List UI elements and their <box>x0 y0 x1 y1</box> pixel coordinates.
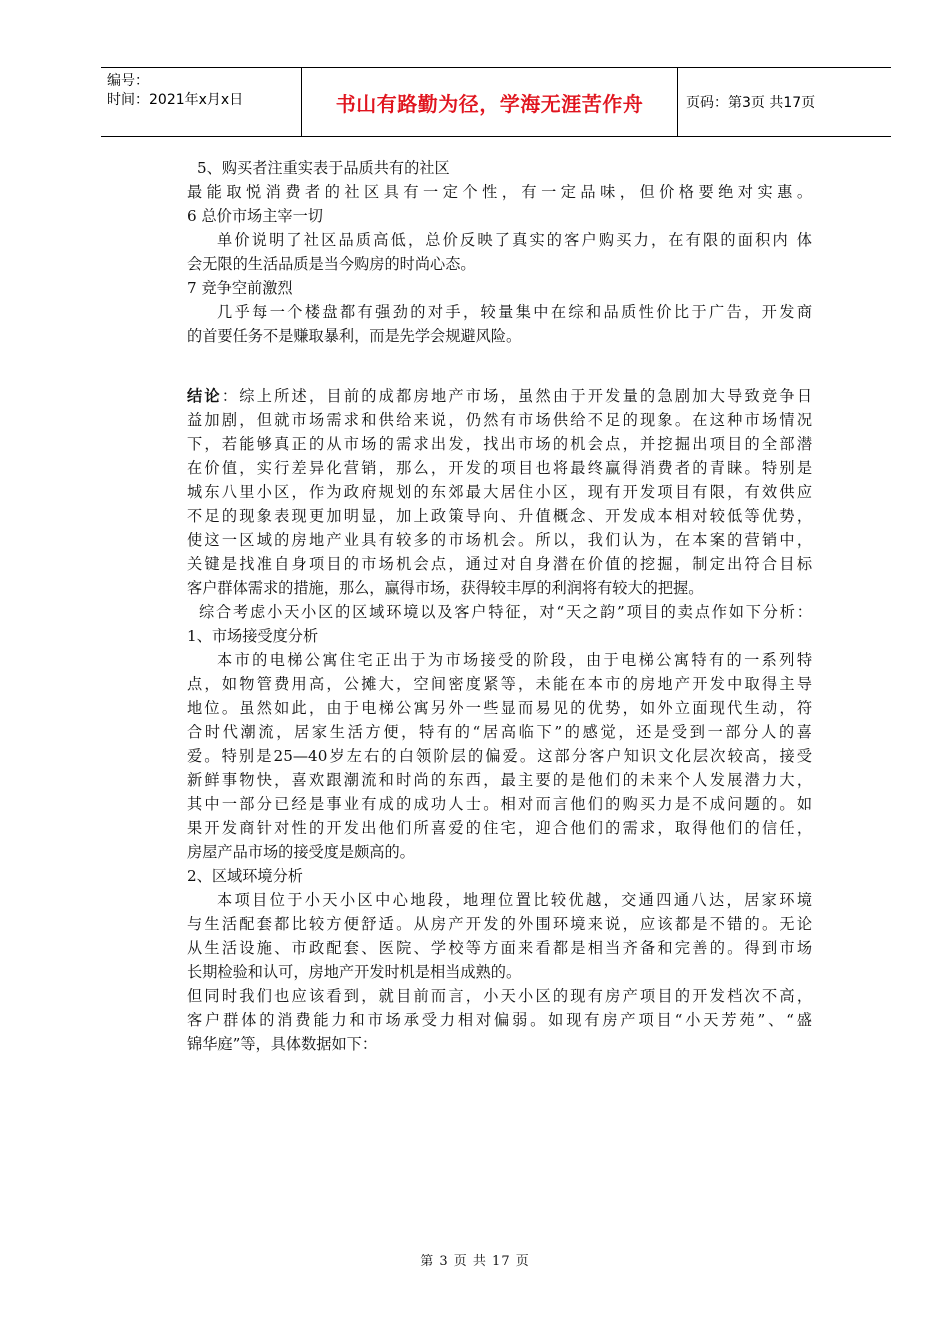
paragraph-line: 下，若能够真正的从市场的需求出发，找出市场的机会点，并挖掘出项目的全部潜 <box>187 435 812 453</box>
paragraph-line: 不足的现象表现更加明显，加上政策导向、升值概念、开发成本相对较低等优势， <box>187 507 812 525</box>
paragraph-line: 益加剧，但就市场需求和供给来说，仍然有市场供给不足的现象。在这种市场情况 <box>187 411 812 429</box>
section-2-title: 2、区域环境分析 <box>187 867 303 885</box>
time-label: 时间：2021年x月x日 <box>107 92 244 108</box>
paragraph-line: 城东八里小区，作为政府规划的东郊最大居住小区，现有开发项目有限，有效供应 <box>187 483 812 501</box>
paragraph-line: 新鲜事物快，喜欢跟潮流和时尚的东西，最主要的是他们的未来个人发展潜力大， <box>187 771 812 789</box>
paragraph-line: 果开发商针对性的开发出他们所喜爱的住宅，迎合他们的需求，取得他们的信任， <box>187 819 812 837</box>
paragraph-line: 锦华庭”等，具体数据如下： <box>187 1035 378 1053</box>
conclusion-label: 结论 <box>187 387 222 405</box>
paragraph-line: 几乎每一个楼盘都有强劲的对手，较量集中在综和品质性价比于广告，开发商 <box>217 303 812 321</box>
item-5-title: 5、购买者注重实表于品质共有的社区 <box>197 159 450 177</box>
paragraph-line: 长期检验和认可，房地产开发时机是相当成熟的。 <box>187 963 522 981</box>
paragraph-line: 最能取悦消费者的社区具有一定个性，有一定品味，但价格要绝对实惠。 <box>187 183 812 201</box>
paragraph-line: 点，如物管费用高，公摊大，空间密度紧等，未能在本市的房地产开发中取得主导 <box>187 675 812 693</box>
header-motto: 书山有路勤为径，学海无涯苦作舟 <box>302 68 678 136</box>
document-header <box>101 67 891 137</box>
header-page-info: 页码：第3页 共17页 <box>686 95 816 111</box>
header-meta <box>101 68 302 136</box>
paragraph-line: 会无限的生活品质是当今购房的时尚心态。 <box>187 255 476 273</box>
paragraph-line: 使这一区域的房地产业具有较多的市场机会。所以，我们认为，在本案的营销中， <box>187 531 812 549</box>
paragraph-line: 综合考虑小天小区的区域环境以及客户特征，对“天之韵”项目的卖点作如下分析： <box>199 603 812 621</box>
conclusion-line <box>187 384 812 408</box>
paragraph-line: 其中一部分已经是事业有成的成功人士。相对而言他们的购买力是不成问题的。如 <box>187 795 812 813</box>
paragraph-line: 与生活配套都比较方便舒适。从房产开发的外围环境来说，应该都是不错的。无论 <box>187 915 812 933</box>
paragraph-line: 本项目位于小天小区中心地段，地理位置比较优越，交通四通八达，居家环境 <box>217 891 812 909</box>
paragraph-line: 单价说明了社区品质高低，总价反映了真实的客户购买力，在有限的面积内 体 <box>217 231 812 249</box>
paragraph-line: 地位。虽然如此，由于电梯公寓另外一些显而易见的优势，如外立面现代生动，符 <box>187 699 812 717</box>
paragraph-line: 客户群体的消费能力和市场承受力相对偏弱。如现有房产项目“小天芳苑”、“盛 <box>187 1011 812 1029</box>
paragraph-line: 房屋产品市场的接受度是颇高的。 <box>187 843 415 861</box>
section-1-title: 1、市场接受度分析 <box>187 627 319 645</box>
paragraph-line: 的首要任务不是赚取暴利，而是先学会规避风险。 <box>187 327 522 345</box>
paragraph-line: 本市的电梯公寓住宅正出于为市场接受的阶段，由于电梯公寓特有的一系列特 <box>217 651 812 669</box>
paragraph-line: 客户群体需求的措施，那么，赢得市场，获得较丰厚的利润将有较大的把握。 <box>187 579 704 597</box>
paragraph-line: 合时代潮流，居家生活方便，特有的“居高临下”的感觉，还是受到一部分人的喜 <box>187 723 812 741</box>
paragraph-line: 爱。特别是25—40岁左右的白领阶层的偏爱。这部分客户知识文化层次较高，接受 <box>187 747 812 765</box>
page-footer: 第 3 页 共 17 页 <box>420 1254 530 1269</box>
paragraph-line: 从生活设施、市政配套、医院、学校等方面来看都是相当齐备和完善的。得到市场 <box>187 939 812 957</box>
item-7-title: 7 竞争空前激烈 <box>187 279 293 297</box>
item-6-title: 6 总价市场主宰一切 <box>187 207 323 225</box>
conclusion-text: ：综上所述，目前的成都房地产市场，虽然由于开发量的急剧加大导致竞争日 <box>221 387 813 405</box>
paragraph-line: 但同时我们也应该看到，就目前而言，小天小区的现有房产项目的开发档次不高， <box>187 987 812 1005</box>
paragraph-line: 在价值，实行差异化营销，那么，开发的项目也将最终赢得消费者的青睐。特别是 <box>187 459 812 477</box>
paragraph-line: 关键是找准自身项目的市场机会点，通过对自身潜在价值的挖掘，制定出符合目标 <box>187 555 812 573</box>
number-label: 编号： <box>107 73 149 89</box>
